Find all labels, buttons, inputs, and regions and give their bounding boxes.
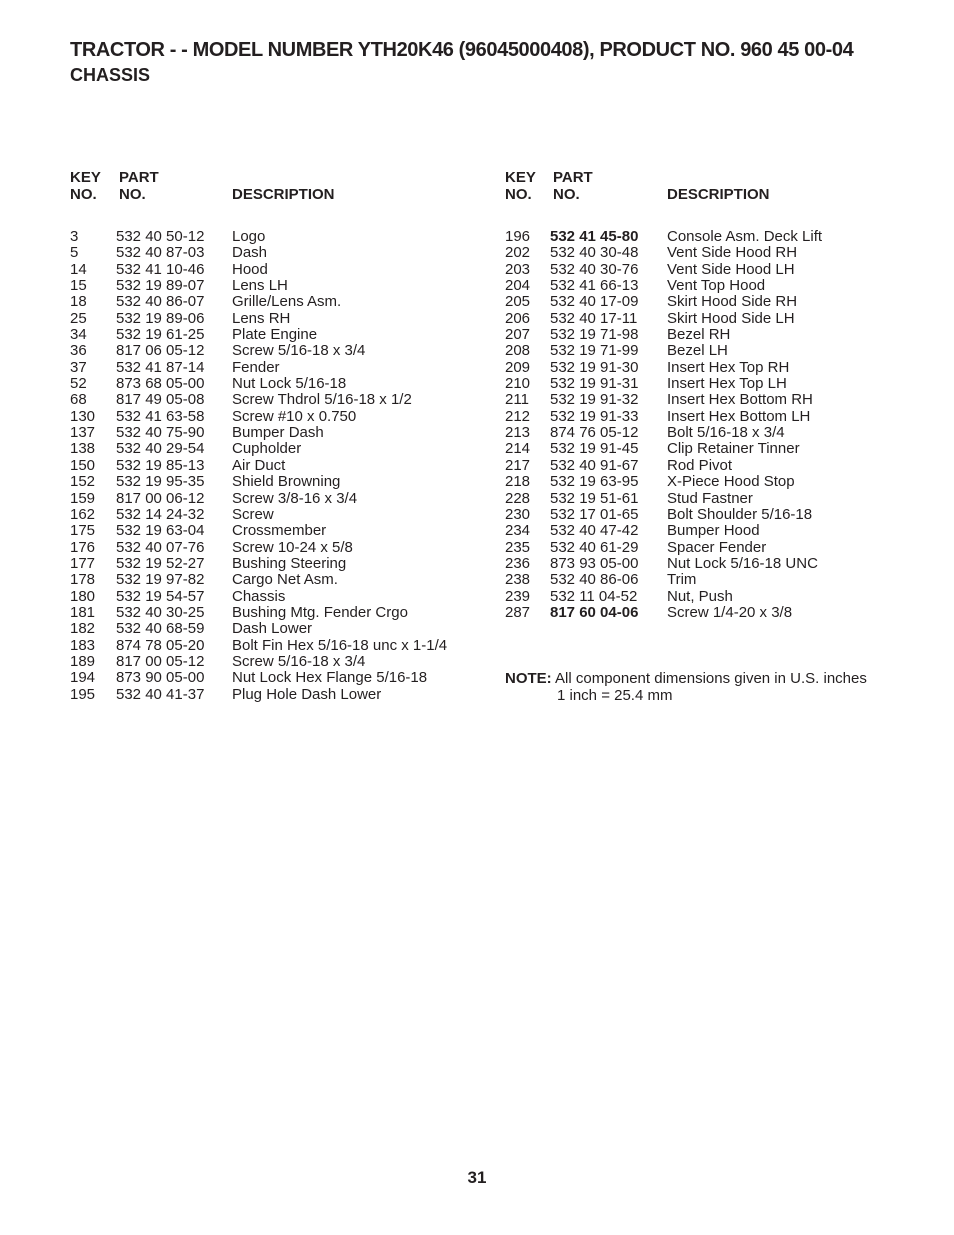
header-part bbox=[553, 169, 593, 203]
description-cell: Bolt Shoulder 5/16-18 bbox=[667, 505, 813, 523]
key-cell: 228 bbox=[505, 489, 531, 507]
part-number-cell: 817 00 05-12 bbox=[116, 652, 205, 670]
part-number-cell: 532 19 63-04 bbox=[116, 522, 205, 540]
parts-rows-right bbox=[505, 229, 905, 621]
key-cell: 18 bbox=[70, 293, 87, 311]
key-cell: 287 bbox=[505, 603, 531, 621]
part-number-cell: 532 41 45-80 bbox=[550, 228, 639, 245]
page-number: 31 bbox=[467, 1168, 487, 1187]
table-row bbox=[505, 458, 905, 474]
part-number-cell: 532 19 52-27 bbox=[116, 554, 205, 572]
table-row bbox=[70, 229, 480, 245]
key-cell: 203 bbox=[505, 260, 531, 278]
note-label: NOTE: bbox=[505, 670, 552, 687]
key-cell: 180 bbox=[70, 587, 96, 605]
key-cell: 182 bbox=[70, 620, 96, 638]
header-part-line1: PART bbox=[553, 169, 593, 186]
key-cell: 68 bbox=[70, 391, 87, 409]
part-number-cell: 532 41 63-58 bbox=[116, 407, 205, 425]
part-number-cell: 532 41 66-13 bbox=[550, 277, 639, 295]
table-row bbox=[70, 687, 480, 703]
table-row bbox=[70, 605, 480, 621]
description-cell: Vent Side Hood LH bbox=[667, 260, 795, 278]
part-number-cell: 532 40 29-54 bbox=[116, 440, 205, 458]
part-number-cell: 532 40 30-76 bbox=[550, 260, 639, 278]
key-cell: 211 bbox=[505, 391, 529, 409]
part-number-cell: 532 41 87-14 bbox=[116, 358, 205, 376]
key-cell: 212 bbox=[505, 407, 531, 425]
description-cell: Screw 10-24 x 5/8 bbox=[232, 538, 353, 556]
description-cell: Bolt 5/16-18 x 3/4 bbox=[667, 424, 785, 442]
key-cell: 196 bbox=[505, 228, 531, 245]
part-number-cell: 532 40 50-12 bbox=[116, 228, 205, 245]
part-number-cell: 874 76 05-12 bbox=[550, 424, 639, 442]
key-cell: 159 bbox=[70, 489, 96, 507]
header-part-line1: PART bbox=[119, 169, 159, 186]
table-row bbox=[70, 540, 480, 556]
key-cell: 218 bbox=[505, 473, 531, 491]
description-cell: Dash Lower bbox=[232, 620, 313, 638]
header-key-line1: KEY bbox=[505, 169, 536, 186]
table-row bbox=[505, 245, 905, 261]
part-number-cell: 532 19 71-98 bbox=[550, 326, 639, 344]
table-row bbox=[70, 507, 480, 523]
description-cell: Skirt Hood Side LH bbox=[667, 309, 795, 327]
description-cell: Lens LH bbox=[232, 277, 288, 295]
part-number-cell: 532 40 68-59 bbox=[116, 620, 205, 638]
note bbox=[505, 670, 867, 704]
table-row bbox=[505, 605, 905, 621]
table-row bbox=[505, 491, 905, 507]
description-cell: Screw 5/16-18 x 3/4 bbox=[232, 342, 366, 360]
table-row bbox=[505, 327, 905, 343]
key-cell: 204 bbox=[505, 277, 531, 295]
table-row bbox=[505, 425, 905, 441]
key-cell: 238 bbox=[505, 571, 531, 589]
description-cell: Grille/Lens Asm. bbox=[232, 293, 342, 311]
part-number-cell: 532 11 04-52 bbox=[550, 587, 638, 605]
table-row bbox=[505, 589, 905, 605]
table-row bbox=[505, 540, 905, 556]
description-cell: Skirt Hood Side RH bbox=[667, 293, 798, 311]
description-cell: Trim bbox=[667, 571, 697, 589]
part-number-cell: 532 19 91-30 bbox=[550, 358, 639, 376]
key-cell: 207 bbox=[505, 326, 531, 344]
description-cell: X-Piece Hood Stop bbox=[667, 473, 795, 491]
table-row bbox=[70, 474, 480, 490]
description-cell: Air Duct bbox=[232, 456, 286, 474]
part-number-cell: 532 40 30-25 bbox=[116, 603, 205, 621]
description-cell: Insert Hex Bottom LH bbox=[667, 407, 811, 425]
description-cell: Screw 5/16-18 x 3/4 bbox=[232, 652, 366, 670]
header-description: DESCRIPTION bbox=[667, 186, 770, 203]
description-cell: Plug Hole Dash Lower bbox=[232, 685, 382, 703]
key-cell: 195 bbox=[70, 685, 96, 703]
part-number-cell: 532 40 30-48 bbox=[550, 244, 639, 262]
table-row bbox=[70, 343, 480, 359]
table-row bbox=[505, 441, 905, 457]
key-cell: 208 bbox=[505, 342, 531, 360]
part-number-cell: 532 19 89-06 bbox=[116, 309, 205, 327]
header-part-line2: NO. bbox=[553, 186, 580, 203]
key-cell: 25 bbox=[70, 309, 87, 327]
page-title: TRACTOR - - MODEL NUMBER YTH20K46 (96045000408), PRODUCT NO. 960 45 00-04 bbox=[70, 39, 854, 61]
key-cell: 14 bbox=[70, 260, 87, 278]
description-cell: Dash bbox=[232, 244, 268, 262]
table-row bbox=[505, 311, 905, 327]
part-number-cell: 532 19 85-13 bbox=[116, 456, 205, 474]
description-cell: Shield Browning bbox=[232, 473, 341, 491]
key-cell: 176 bbox=[70, 538, 96, 556]
part-number-cell: 873 90 05-00 bbox=[116, 669, 205, 687]
table-row bbox=[505, 294, 905, 310]
description-cell: Bezel LH bbox=[667, 342, 728, 360]
key-cell: 205 bbox=[505, 293, 531, 311]
part-number-cell: 532 19 61-25 bbox=[116, 326, 205, 344]
note-line2: 1 inch = 25.4 mm bbox=[557, 687, 673, 704]
key-cell: 210 bbox=[505, 375, 531, 393]
key-cell: 214 bbox=[505, 440, 531, 458]
key-cell: 37 bbox=[70, 358, 87, 376]
part-number-cell: 532 41 10-46 bbox=[116, 260, 205, 278]
table-header bbox=[70, 169, 480, 205]
description-cell: Bezel RH bbox=[667, 326, 731, 344]
description-cell: Bumper Dash bbox=[232, 424, 324, 442]
description-cell: Bolt Fin Hex 5/16-18 unc x 1-1/4 bbox=[232, 636, 448, 654]
key-cell: 183 bbox=[70, 636, 96, 654]
description-cell: Console Asm. Deck Lift bbox=[667, 228, 823, 245]
table-row bbox=[505, 360, 905, 376]
part-number-cell: 532 19 97-82 bbox=[116, 571, 205, 589]
table-row bbox=[70, 245, 480, 261]
description-cell: Spacer Fender bbox=[667, 538, 767, 556]
description-cell: Vent Top Hood bbox=[667, 277, 766, 295]
table-row bbox=[505, 343, 905, 359]
part-number-cell: 532 19 89-07 bbox=[116, 277, 205, 295]
part-number-cell: 817 49 05-08 bbox=[116, 391, 205, 409]
table-row bbox=[70, 441, 480, 457]
key-cell: 5 bbox=[70, 244, 79, 262]
key-cell: 36 bbox=[70, 342, 87, 360]
part-number-cell: 532 19 91-32 bbox=[550, 391, 639, 409]
table-row bbox=[70, 654, 480, 670]
description-cell: Crossmember bbox=[232, 522, 327, 540]
key-cell: 236 bbox=[505, 554, 531, 572]
description-cell: Bushing Mtg. Fender Crgo bbox=[232, 603, 408, 621]
part-number-cell: 532 40 17-11 bbox=[550, 309, 638, 327]
key-cell: 178 bbox=[70, 571, 96, 589]
description-cell: Nut Lock 5/16-18 UNC bbox=[667, 554, 818, 572]
table-header bbox=[505, 169, 905, 205]
part-number-cell: 532 40 87-03 bbox=[116, 244, 205, 262]
key-cell: 3 bbox=[70, 228, 79, 245]
table-row bbox=[70, 638, 480, 654]
table-row bbox=[505, 409, 905, 425]
key-cell: 130 bbox=[70, 407, 96, 425]
header-part bbox=[119, 169, 159, 203]
description-cell: Fender bbox=[232, 358, 280, 376]
description-cell: Insert Hex Top RH bbox=[667, 358, 790, 376]
section-title: CHASSIS bbox=[70, 65, 151, 85]
part-number-cell: 532 40 86-07 bbox=[116, 293, 205, 311]
table-row bbox=[70, 327, 480, 343]
key-cell: 34 bbox=[70, 326, 87, 344]
part-number-cell: 532 19 91-31 bbox=[550, 375, 639, 393]
header-key bbox=[505, 169, 536, 203]
description-cell: Cupholder bbox=[232, 440, 302, 458]
description-cell: Stud Fastner bbox=[667, 489, 753, 507]
key-cell: 137 bbox=[70, 424, 96, 442]
table-row bbox=[505, 392, 905, 408]
part-number-cell: 532 40 41-37 bbox=[116, 685, 205, 703]
header-key-line2: NO. bbox=[70, 186, 97, 203]
description-cell: Plate Engine bbox=[232, 326, 318, 344]
table-row bbox=[505, 229, 905, 245]
description-cell: Screw bbox=[232, 505, 274, 523]
parts-table-left bbox=[70, 169, 480, 703]
table-row bbox=[70, 491, 480, 507]
table-row bbox=[70, 294, 480, 310]
description-cell: Clip Retainer Tinner bbox=[667, 440, 800, 458]
header-key bbox=[70, 169, 101, 203]
key-cell: 189 bbox=[70, 652, 96, 670]
table-row bbox=[505, 572, 905, 588]
table-row bbox=[505, 556, 905, 572]
part-number-cell: 532 19 91-33 bbox=[550, 407, 639, 425]
part-number-cell: 532 40 61-29 bbox=[550, 538, 639, 556]
part-number-cell: 873 68 05-00 bbox=[116, 375, 205, 393]
key-cell: 162 bbox=[70, 505, 96, 523]
part-number-cell: 532 19 54-57 bbox=[116, 587, 205, 605]
description-cell: Rod Pivot bbox=[667, 456, 733, 474]
part-number-cell: 532 19 51-61 bbox=[550, 489, 639, 507]
key-cell: 52 bbox=[70, 375, 87, 393]
part-number-cell: 532 19 95-35 bbox=[116, 473, 205, 491]
description-cell: Bushing Steering bbox=[232, 554, 347, 572]
description-cell: Screw #10 x 0.750 bbox=[232, 407, 357, 425]
description-cell: Vent Side Hood RH bbox=[667, 244, 798, 262]
description-cell: Nut, Push bbox=[667, 587, 733, 605]
key-cell: 177 bbox=[70, 554, 96, 572]
description-cell: Bumper Hood bbox=[667, 522, 760, 540]
description-cell: Chassis bbox=[232, 587, 286, 605]
table-row bbox=[505, 507, 905, 523]
table-row bbox=[70, 425, 480, 441]
part-number-cell: 817 00 06-12 bbox=[116, 489, 205, 507]
key-cell: 206 bbox=[505, 309, 531, 327]
table-row bbox=[70, 670, 480, 686]
header-part-line2: NO. bbox=[119, 186, 146, 203]
table-row bbox=[70, 360, 480, 376]
description-cell: Screw 1/4-20 x 3/8 bbox=[667, 603, 793, 621]
table-row bbox=[505, 376, 905, 392]
table-row bbox=[70, 262, 480, 278]
table-row bbox=[70, 458, 480, 474]
key-cell: 230 bbox=[505, 505, 531, 523]
key-cell: 194 bbox=[70, 669, 96, 687]
part-number-cell: 532 40 75-90 bbox=[116, 424, 205, 442]
table-row bbox=[505, 262, 905, 278]
description-cell: Nut Lock 5/16-18 bbox=[232, 375, 347, 393]
table-row bbox=[70, 409, 480, 425]
part-number-cell: 532 17 01-65 bbox=[550, 505, 639, 523]
parts-rows-left bbox=[70, 229, 480, 703]
part-number-cell: 874 78 05-20 bbox=[116, 636, 205, 654]
key-cell: 209 bbox=[505, 358, 531, 376]
key-cell: 217 bbox=[505, 456, 531, 474]
description-cell: Lens RH bbox=[232, 309, 291, 327]
header-key-line1: KEY bbox=[70, 169, 101, 186]
table-row bbox=[70, 376, 480, 392]
table-row bbox=[70, 311, 480, 327]
table-row bbox=[70, 556, 480, 572]
part-number-cell: 532 40 07-76 bbox=[116, 538, 205, 556]
description-cell: Screw Thdrol 5/16-18 x 1/2 bbox=[232, 391, 412, 409]
part-number-cell: 532 40 47-42 bbox=[550, 522, 639, 540]
part-number-cell: 817 06 05-12 bbox=[116, 342, 205, 360]
table-row bbox=[70, 572, 480, 588]
description-cell: Screw 3/8-16 x 3/4 bbox=[232, 489, 358, 507]
part-number-cell: 532 14 24-32 bbox=[116, 505, 205, 523]
key-cell: 138 bbox=[70, 440, 96, 458]
table-row bbox=[70, 589, 480, 605]
part-number-cell: 532 19 63-95 bbox=[550, 473, 639, 491]
key-cell: 239 bbox=[505, 587, 531, 605]
description-cell: Insert Hex Top LH bbox=[667, 375, 787, 393]
part-number-cell: 873 93 05-00 bbox=[550, 554, 639, 572]
part-number-cell: 532 40 17-09 bbox=[550, 293, 639, 311]
description-cell: Insert Hex Bottom RH bbox=[667, 391, 813, 409]
description-cell: Cargo Net Asm. bbox=[232, 571, 338, 589]
table-row bbox=[70, 621, 480, 637]
key-cell: 202 bbox=[505, 244, 531, 262]
header-key-line2: NO. bbox=[505, 186, 532, 203]
table-row bbox=[70, 278, 480, 294]
parts-table-right bbox=[505, 169, 905, 621]
key-cell: 175 bbox=[70, 522, 96, 540]
key-cell: 15 bbox=[70, 277, 87, 295]
description-cell: Logo bbox=[232, 228, 266, 245]
table-row bbox=[505, 523, 905, 539]
table-row bbox=[505, 278, 905, 294]
key-cell: 150 bbox=[70, 456, 96, 474]
key-cell: 234 bbox=[505, 522, 531, 540]
key-cell: 152 bbox=[70, 473, 96, 491]
key-cell: 181 bbox=[70, 603, 96, 621]
table-row bbox=[70, 523, 480, 539]
part-number-cell: 532 19 91-45 bbox=[550, 440, 639, 458]
table-row bbox=[505, 474, 905, 490]
header-description: DESCRIPTION bbox=[232, 186, 335, 203]
key-cell: 213 bbox=[505, 424, 531, 442]
description-cell: Nut Lock Hex Flange 5/16-18 bbox=[232, 669, 428, 687]
table-row bbox=[70, 392, 480, 408]
part-number-cell: 817 60 04-06 bbox=[550, 603, 639, 621]
part-number-cell: 532 40 86-06 bbox=[550, 571, 639, 589]
part-number-cell: 532 19 71-99 bbox=[550, 342, 639, 360]
note-line1: All component dimensions given in U.S. inches bbox=[555, 670, 867, 687]
key-cell: 235 bbox=[505, 538, 531, 556]
description-cell: Hood bbox=[232, 260, 268, 278]
part-number-cell: 532 40 91-67 bbox=[550, 456, 639, 474]
